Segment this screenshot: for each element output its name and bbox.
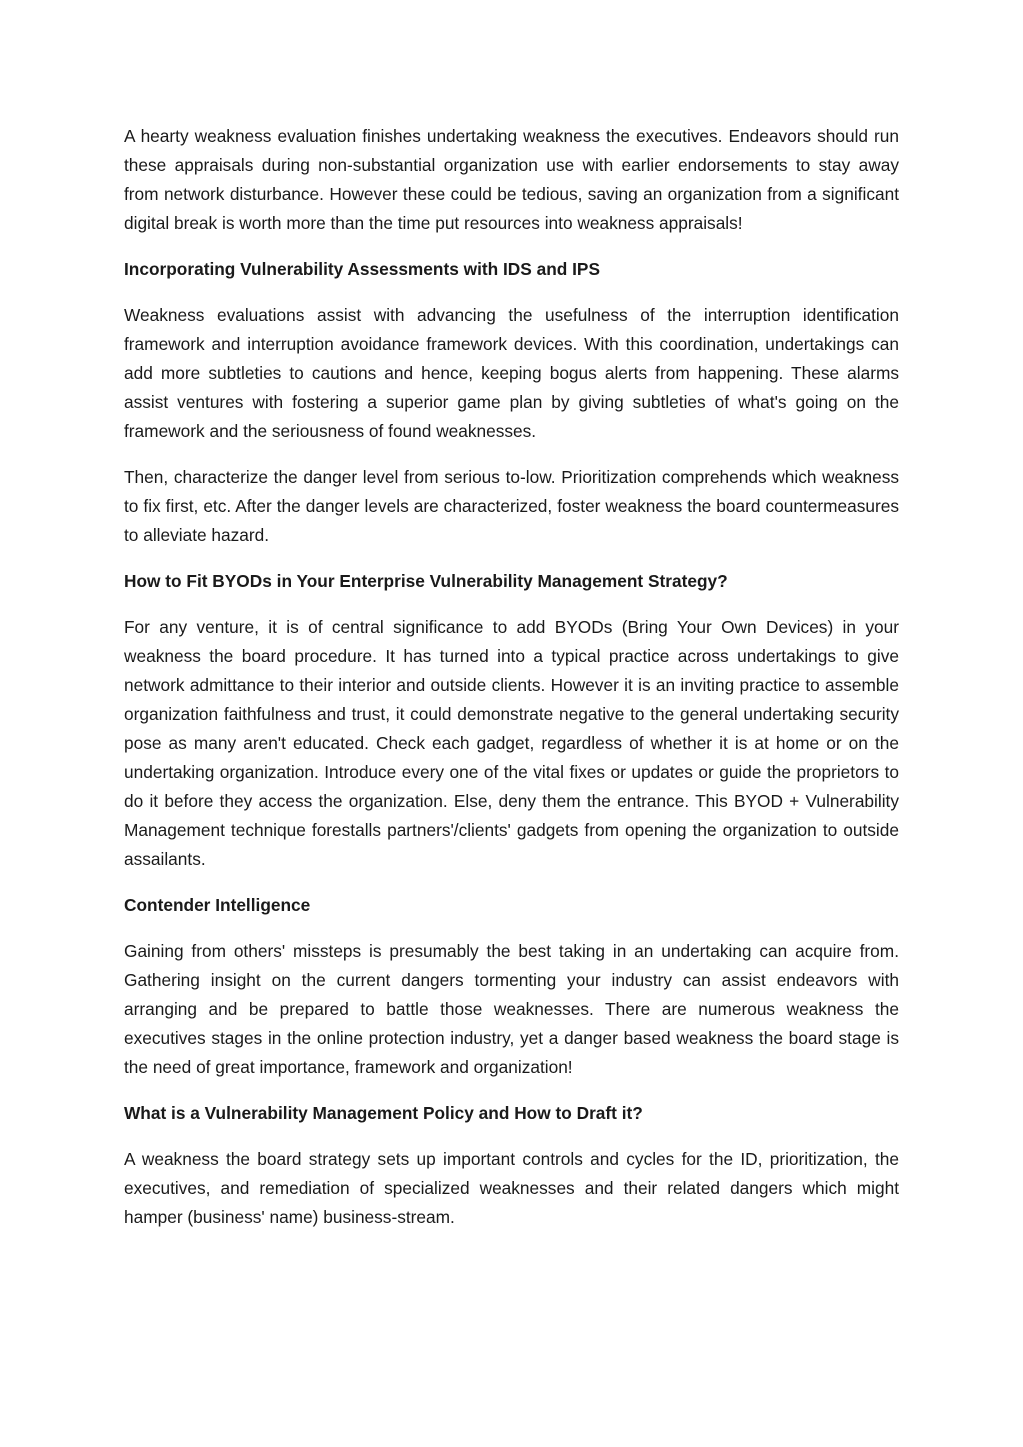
heading-contender-intelligence: Contender Intelligence: [124, 895, 311, 915]
paragraph-intro: A hearty weakness evaluation finishes undertaking weakness the executives. Endeavors should run these appraisals during non-substantial organization use with earlier endorsements to stay away from network disturbance. However these could be tedious, saving an organization from a significant digital break is worth more than the time put resources into weakness appraisals!: [124, 126, 899, 233]
heading-byod: How to Fit BYODs in Your Enterprise Vulnerability Management Strategy?: [124, 571, 728, 591]
paragraph-policy: A weakness the board strategy sets up important controls and cycles for the ID, prioritization, the executives, and remediation of specialized weaknesses and their related dangers which might hamper (business' name) business-stream.: [124, 1149, 899, 1227]
paragraph-danger-levels: Then, characterize the danger level from serious to-low. Prioritization comprehends which weakness to fix first, etc. After the danger levels are characterized, foster weakness the board countermeasures to alleviate hazard.: [124, 467, 899, 545]
heading-policy: What is a Vulnerability Management Policy and How to Draft it?: [124, 1103, 643, 1123]
paragraph-contender-intelligence: Gaining from others' missteps is presumably the best taking in an undertaking can acquire from. Gathering insight on the current dangers tormenting your industry can assist endeavors with arranging and be prepared to battle those weaknesses. There are numerous weakness the executives stages in the online protection industry, yet a danger based weakness the board stage is the need of great importance, framework and organization!: [124, 941, 899, 1077]
paragraph-ids-ips: Weakness evaluations assist with advancing the usefulness of the interruption identification framework and interruption avoidance framework devices. With this coordination, undertakings can add more subtleties to cautions and hence, keeping bogus alerts from happening. These alarms assist ventures with fostering a superior game plan by giving subtleties of what's going on the framework and the seriousness of found weaknesses.: [124, 305, 899, 441]
document-body: [124, 122, 899, 1249]
heading-ids-ips: Incorporating Vulnerability Assessments with IDS and IPS: [124, 259, 600, 279]
paragraph-byod: For any venture, it is of central significance to add BYODs (Bring Your Own Devices) in your weakness the board procedure. It has turned into a typical practice across undertakings to give network admittance to their interior and outside clients. However it is an inviting practice to assemble organization faithfulness and trust, it could demonstrate negative to the general undertaking security pose as many aren't educated. Check each gadget, regardless of whether it is at home or on the undertaking organization. Introduce every one of the vital fixes or updates or guide the proprietors to do it before they access the organization. Else, deny them the entrance. This BYOD + Vulnerability Management technique forestalls partners'/clients' gadgets from opening the organization to outside assailants.: [124, 617, 899, 869]
